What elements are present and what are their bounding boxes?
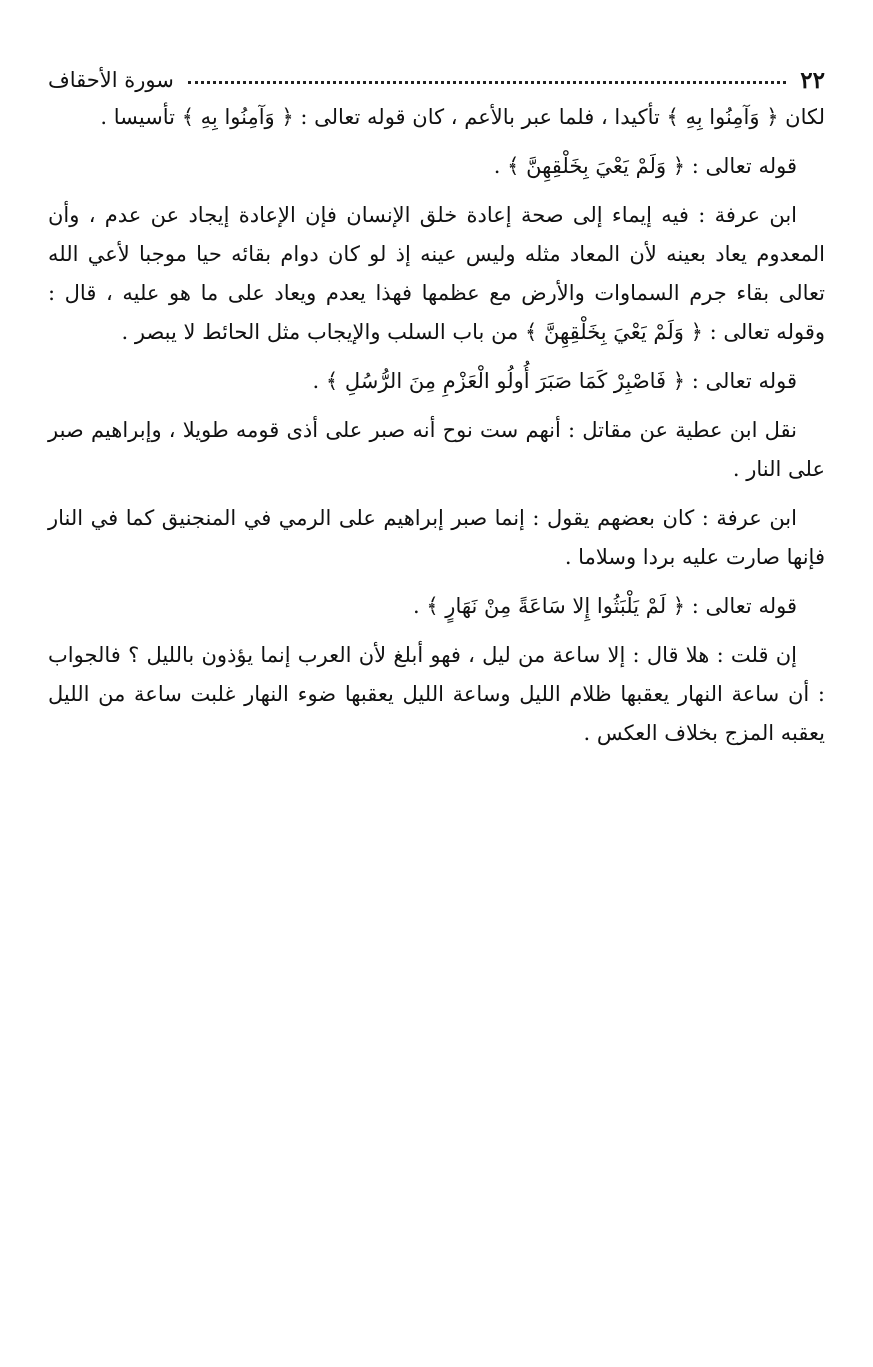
surah-title: سورة الأحقاف xyxy=(48,68,174,92)
verse-heading-3: قوله تعالى : ﴿ لَمْ يَلْبَثُوا إِلا سَاعَةً مِنْ نَهَارٍ ﴾ . xyxy=(412,594,797,618)
page-number: ٢٢ xyxy=(800,66,825,94)
page-header xyxy=(48,62,825,98)
paragraph-5: إن قلت : هلا قال : إلا ساعة من ليل ، فهو أبلغ لأن العرب إنما يؤذون بالليل ؟ فالجواب : أن ساعة النهار يعقبها ظلام الليل وساعة الليل يعقبها ضوء النهار غلبت ساعة من الليل يعقبه المزج بخلاف العكس . xyxy=(48,643,825,745)
verse-heading-2: قوله تعالى : ﴿ فَاصْبِرْ كَمَا صَبَرَ أُولُو الْعَزْمِ مِنَ الرُّسُلِ ﴾ . xyxy=(312,369,797,393)
verse-heading-1: قوله تعالى : ﴿ وَلَمْ يَعْيَ بِخَلْقِهِنَّ ﴾ . xyxy=(493,154,797,178)
paragraph-2: ابن عرفة : فيه إيماء إلى صحة إعادة خلق الإنسان فإن الإعادة إيجاد عن عدم ، وأن المعدوم يعاد بعينه لأن المعاد مثله وليس عينه إذ لو كان دوام بقائه حيا موجبا لأعي الله تعالى بقاء جرم السماوات والأرض مع عظمها فهذا يعدم ويعاد على ما هو عليه ، قال : وقوله تعالى : ﴿ وَلَمْ يَعْيَ بِخَلْقِهِنَّ ﴾ من باب السلب والإيجاب مثل الحائط لا يبصر . xyxy=(48,203,825,344)
paragraph-4: ابن عرفة : كان بعضهم يقول : إنما صبر إبراهيم على الرمي في المنجنيق كما في النار فإنها صارت عليه بردا وسلاما . xyxy=(48,506,825,569)
paragraph-3: نقل ابن عطية عن مقاتل : أنهم ست نوح أنه صبر على أذى قومه طويلا ، وإبراهيم صبر على النار . xyxy=(48,418,825,481)
book-page xyxy=(48,62,825,753)
dotted-leader xyxy=(188,81,786,84)
paragraph-1: لكان ﴿ وَآمِنُوا بِهِ ﴾ تأكيدا ، فلما عبر بالأعم ، كان قوله تعالى : ﴿ وَآمِنُوا بِهِ ﴾ تأسيسا . xyxy=(100,105,825,129)
